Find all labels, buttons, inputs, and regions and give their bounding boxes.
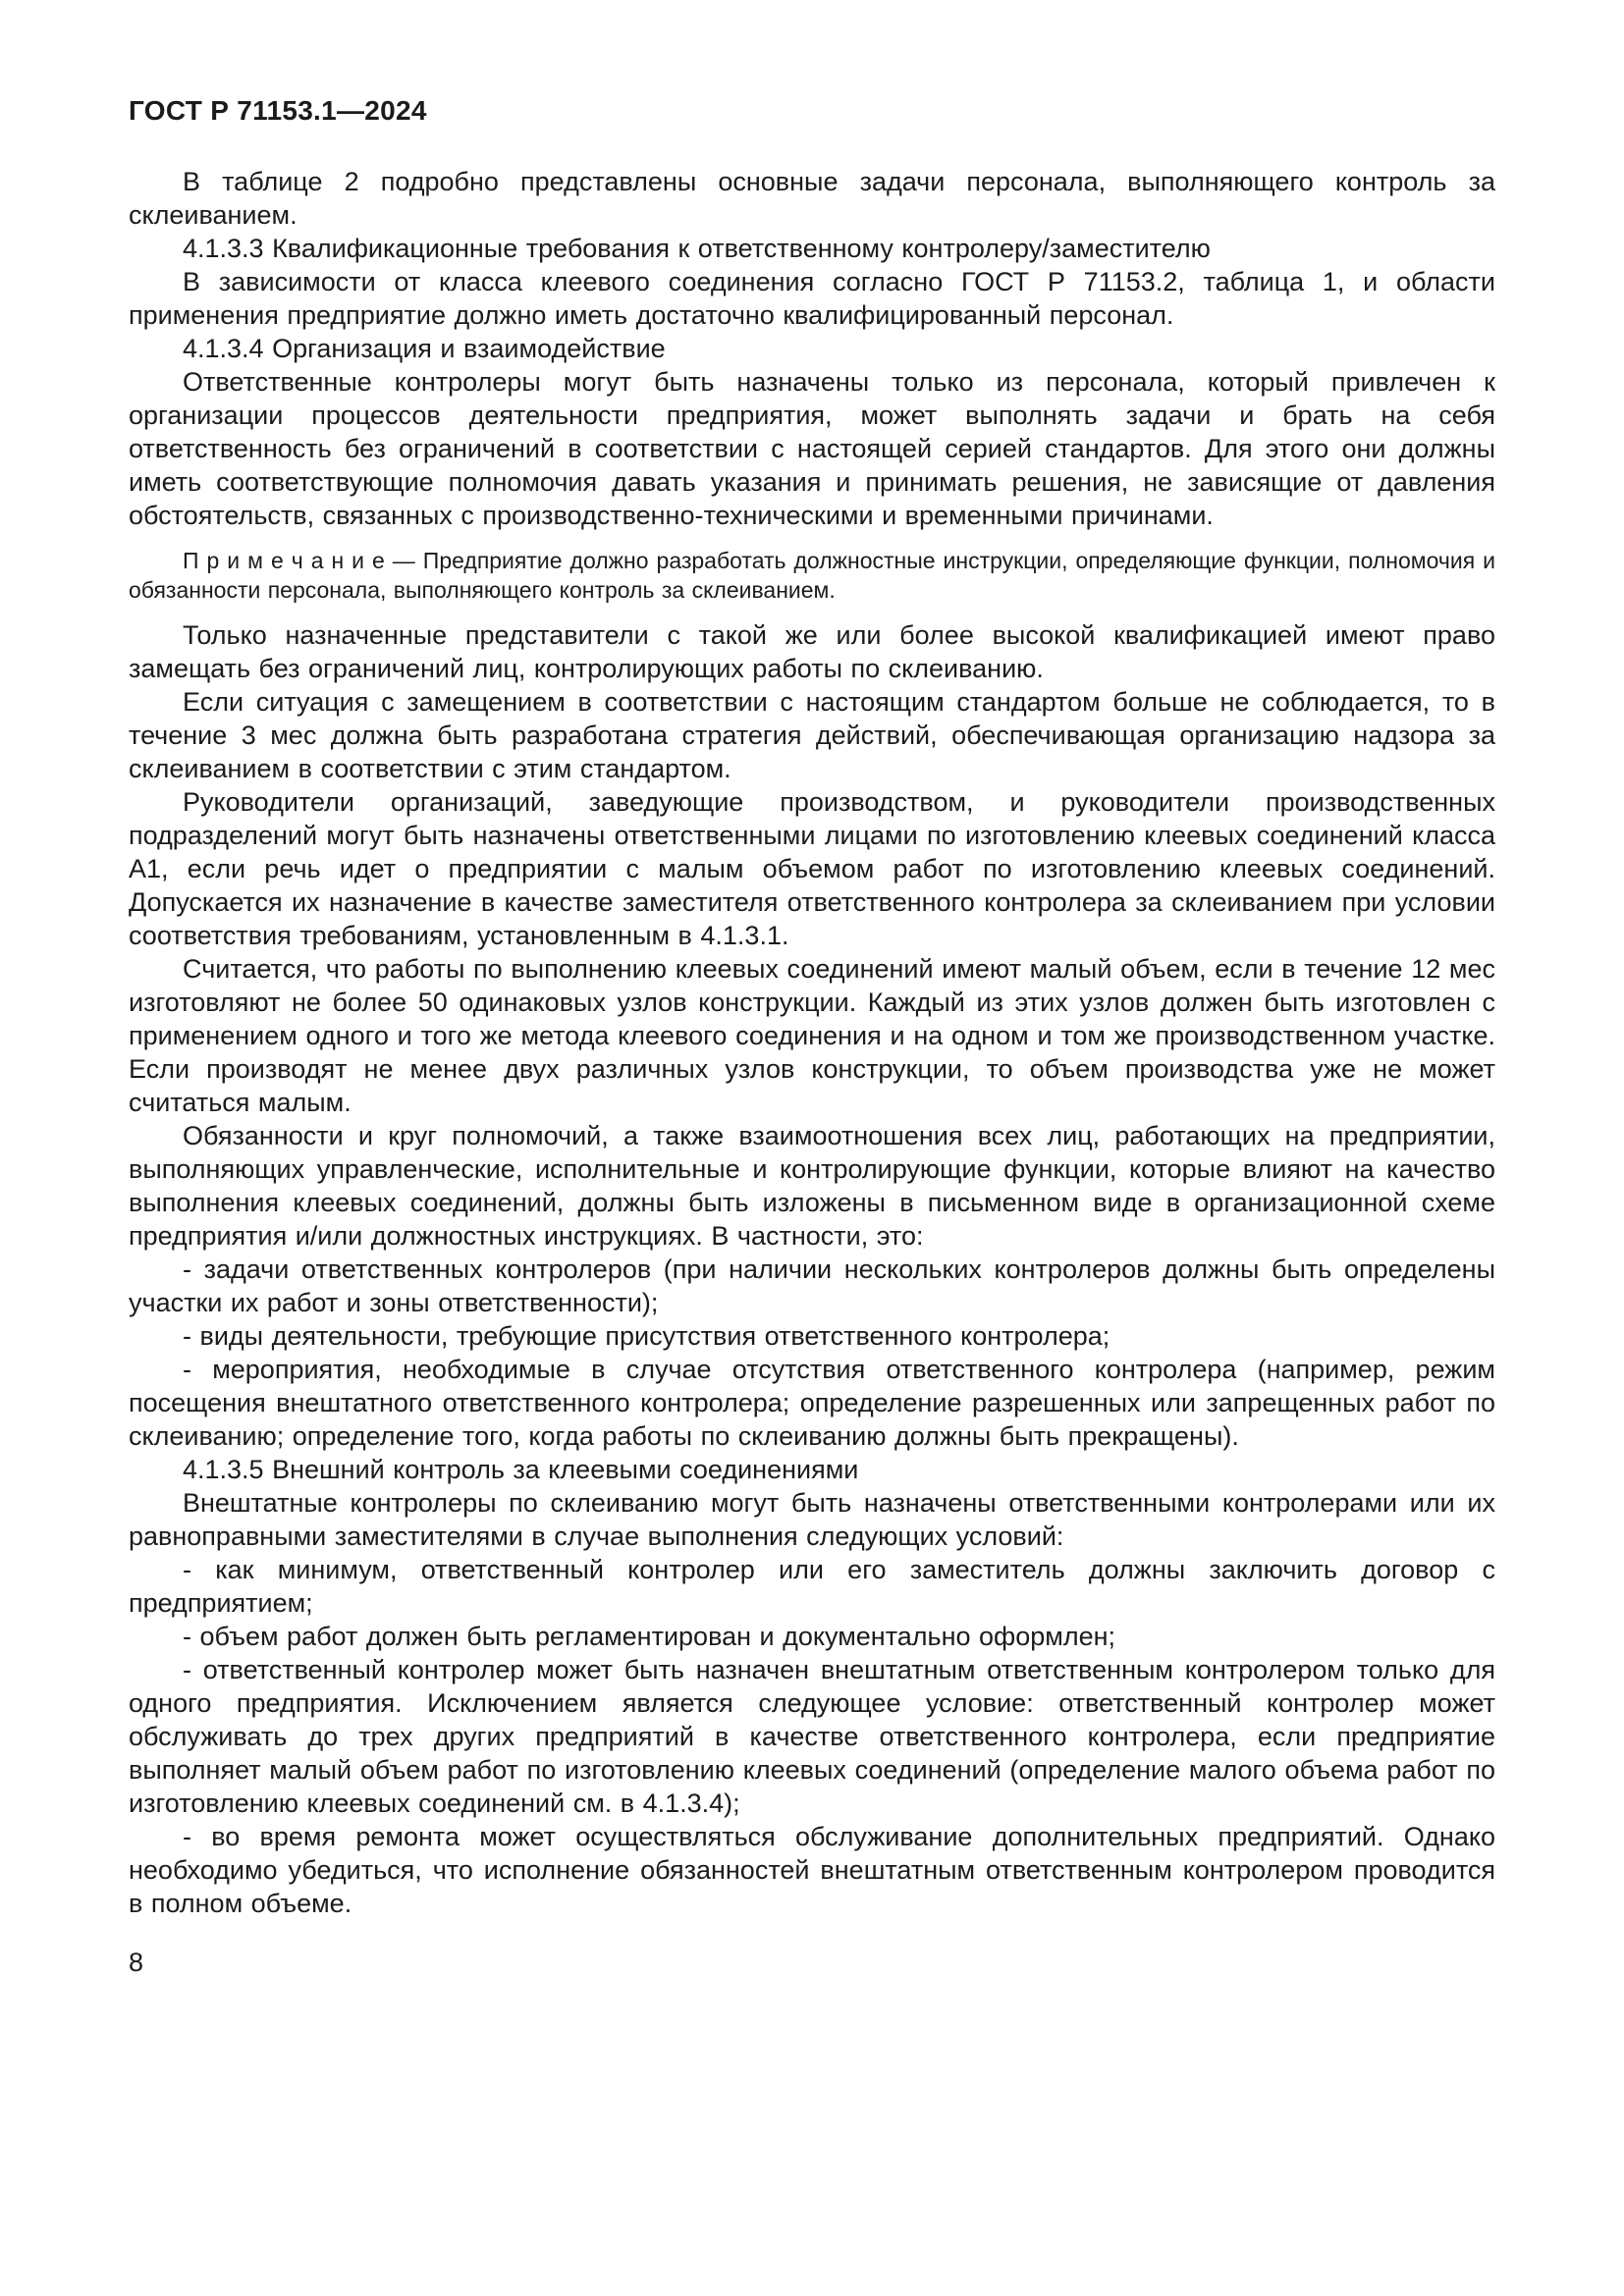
paragraph: В таблице 2 подробно представлены основные задачи персонала, выполняющего контроль за склеиванием. (129, 167, 1495, 230)
document-body (129, 165, 1495, 1920)
paragraph: Считается, что работы по выполнению клеевых соединений имеют малый объем, если в течение 12 мес изготовляют не более 50 одинаковых узлов конструкции. Каждый из этих узлов должен быть изготовлен с применением одного и того же метода клеевого соединения и на одном и том же производственном участке. Если производят не менее двух различных узлов конструкции, то объем производства уже не может считаться малым. (129, 954, 1495, 1117)
page-number: 8 (129, 1948, 144, 1977)
list-item: - мероприятия, необходимые в случае отсутствия ответственного контролера (например, режим посещения внештатного ответственного контролера; определение разрешенных или запрещенных работ по склеиванию; определение того, когда работы по склеиванию должны быть прекращены). (129, 1355, 1495, 1451)
paragraph: Ответственные контролеры могут быть назначены только из персонала, который привлечен к организации процессов деятельности предприятия, может выполнять задачи и брать на себя ответственность без ограничений в соответствии с настоящей серией стандартов. Для этого они должны иметь соответствующие полномочия давать указания и принимать решения, не зависящие от давления обстоятельств, связанных с производственно-техническими и временными причинами. (129, 367, 1495, 530)
standard-designation: ГОСТ Р 71153.1—2024 (129, 95, 427, 126)
document-header (129, 94, 1495, 128)
list-item: - во время ремонта может осуществляться обслуживание дополнительных предприятий. Однако необходимо убедиться, что исполнение обязанностей внештатным ответственным контролером проводится в полном объеме. (129, 1822, 1495, 1918)
paragraph: В зависимости от класса клеевого соединения согласно ГОСТ Р 71153.2, таблица 1, и области применения предприятие должно иметь достаточно квалифицированный персонал. (129, 267, 1495, 330)
section-heading-4-1-3-5: 4.1.3.5 Внешний контроль за клеевыми соединениями (183, 1455, 859, 1484)
list-item: - объем работ должен быть регламентирован и документально оформлен; (183, 1622, 1116, 1651)
list-item: - виды деятельности, требующие присутствия ответственного контролера; (183, 1321, 1110, 1351)
section-heading-4-1-3-3: 4.1.3.3 Квалификационные требования к ответственному контролеру/заместителю (183, 234, 1211, 263)
page-footer (129, 1946, 1495, 1979)
list-item: - задачи ответственных контролеров (при наличии нескольких контролеров должны быть определены участки их работ и зоны ответственности); (129, 1255, 1495, 1317)
list-item: - как минимум, ответственный контролер или его заместитель должны заключить договор с предприятием; (129, 1555, 1495, 1618)
paragraph: Если ситуация с замещением в соответствии с настоящим стандартом больше не соблюдается, то в течение 3 мес должна быть разработана стратегия действий, обеспечивающая организацию надзора за склеиванием в соответствии с этим стандартом. (129, 687, 1495, 783)
list-item: - ответственный контролер может быть назначен внештатным ответственным контролером только для одного предприятия. Исключением является следующее условие: ответственный контролер может обслуживать до трех других предприятий в качестве ответственного контролера, если предприятие выполняет малый объем работ по изготовлению клеевых соединений (определение малого объема работ по изготовлению клеевых соединений см. в 4.1.3.4); (129, 1655, 1495, 1818)
paragraph: Внештатные контролеры по склеиванию могут быть назначены ответственными контролерами или их равноправными заместителями в случае выполнения следующих условий: (129, 1488, 1495, 1551)
note-paragraph: П р и м е ч а н и е — Предприятие должно разработать должностные инструкции, определяющие функции, полномочия и обязанности персонала, выполняющего контроль за склеиванием. (129, 548, 1495, 603)
paragraph: Только назначенные представители с такой же или более высокой квалификацией имеют право замещать без ограничений лиц, контролирующих работы по склеиванию. (129, 620, 1495, 683)
paragraph: Обязанности и круг полномочий, а также взаимоотношения всех лиц, работающих на предприятии, выполняющих управленческие, исполнительные и контролирующие функции, которые влияют на качество выполнения клеевых соединений, должны быть изложены в письменном виде в организационной схеме предприятия и/или должностных инструкциях. В частности, это: (129, 1121, 1495, 1251)
section-heading-4-1-3-4: 4.1.3.4 Организация и взаимодействие (183, 334, 666, 363)
paragraph: Руководители организаций, заведующие производством, и руководители производственных подразделений могут быть назначены ответственными лицами по изготовлению клеевых соединений класса А1, если речь идет о предприятии с малым объемом работ по изготовлению клеевых соединений. Допускается их назначение в качестве заместителя ответственного контролера за склеиванием при условии соответствия требованиям, установленным в 4.1.3.1. (129, 787, 1495, 950)
